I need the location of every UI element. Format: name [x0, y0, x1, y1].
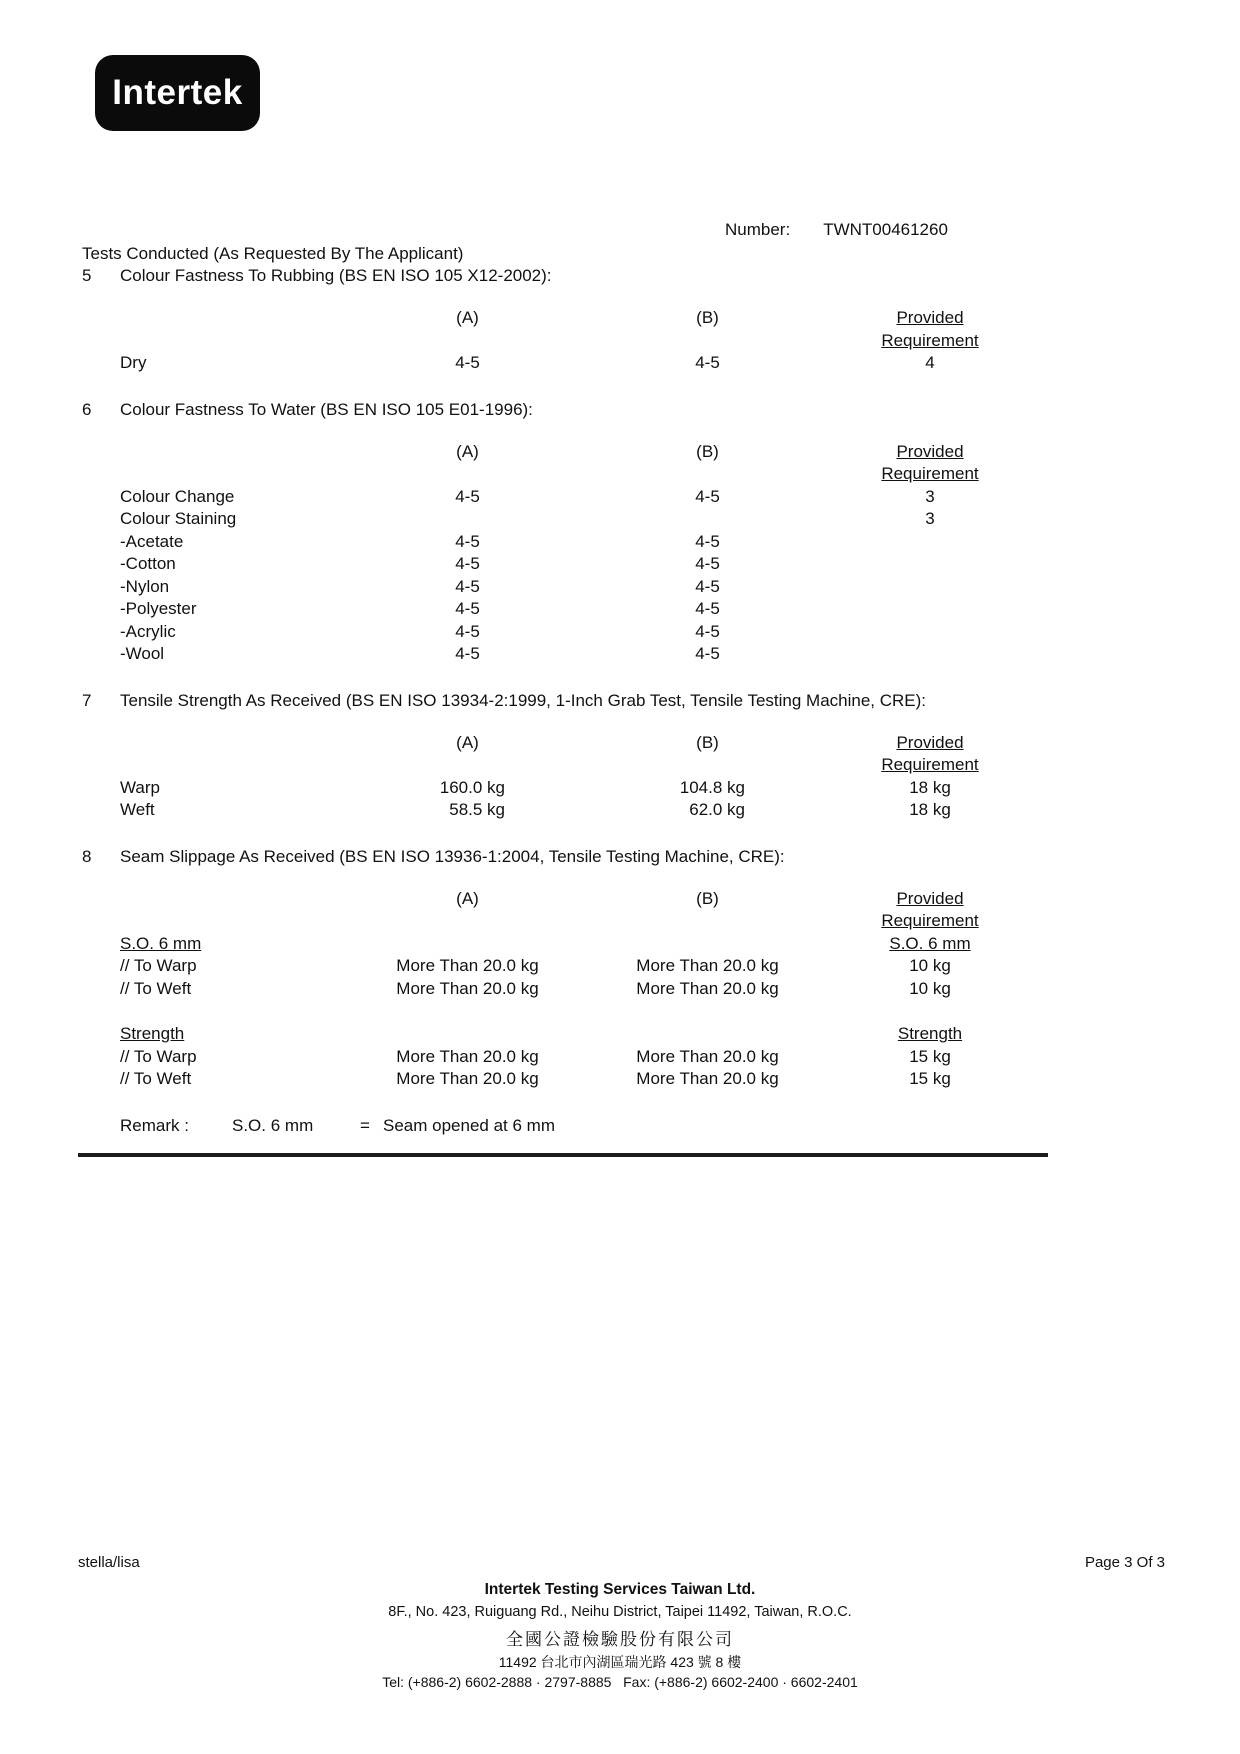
section-title: Colour Fastness To Rubbing (BS EN ISO 105 X12-2002): — [120, 266, 552, 285]
spacer-cell — [630, 754, 785, 777]
group-heading-text: S.O. 6 mm — [120, 933, 202, 953]
number-label: Number: — [725, 220, 791, 239]
value-a: 4-5 — [455, 644, 480, 663]
table-row — [82, 621, 1048, 644]
spacer-cell — [785, 598, 855, 621]
section-8 — [82, 846, 1048, 1091]
report-number-row — [725, 219, 948, 241]
page-number: Page 3 Of 3 — [1084, 1554, 1165, 1571]
col-header-provided: Provided — [896, 888, 964, 908]
spacer-cell — [785, 933, 855, 956]
spacer-cell — [545, 553, 630, 576]
spacer-cell — [785, 1046, 855, 1069]
group-heading — [82, 1023, 390, 1046]
col-header-b: (B) — [696, 888, 719, 908]
value-req — [855, 531, 1005, 554]
spacer-cell — [785, 621, 855, 644]
group-heading — [82, 933, 390, 956]
spacer-cell — [785, 352, 855, 375]
table-header-row — [82, 732, 1048, 755]
spacer-cell — [390, 754, 545, 777]
spacer-cell — [785, 330, 855, 353]
section-number: 7 — [82, 690, 92, 710]
spacer-cell — [545, 1046, 630, 1069]
spacer-cell — [545, 441, 630, 464]
col-header-b: (B) — [696, 732, 719, 752]
value-b: 4-5 — [695, 599, 720, 618]
value-req — [855, 621, 1005, 644]
value-b: 4-5 — [695, 576, 720, 596]
spacer-cell — [545, 508, 630, 531]
section-8-title-row — [82, 846, 1048, 868]
remark-label: Remark : — [120, 1115, 189, 1135]
spacer-cell — [630, 1023, 785, 1046]
spacer-cell — [545, 330, 630, 353]
value-a: 4-5 — [455, 599, 480, 618]
spacer-cell — [785, 508, 855, 531]
value-b: 4-5 — [695, 554, 720, 573]
col-header-b: (B) — [696, 308, 719, 327]
section-7-table — [82, 732, 1048, 822]
spacer-cell — [785, 576, 855, 599]
value-req — [855, 643, 1005, 666]
value-req: 18 kg — [909, 800, 951, 819]
col-header-a: (A) — [456, 441, 479, 461]
section-number: 6 — [82, 399, 92, 419]
remark-row — [82, 1115, 1048, 1137]
spacer-cell — [545, 598, 630, 621]
spacer-cell — [390, 463, 545, 486]
spacer-cell — [545, 531, 630, 554]
row-label: -Acetate — [120, 531, 184, 551]
value-a: More Than 20.0 kg — [396, 1046, 539, 1066]
spacer-cell — [785, 643, 855, 666]
spacer-cell — [545, 1023, 630, 1046]
spacer-cell — [545, 910, 630, 933]
spacer-cell — [785, 777, 855, 800]
spacer-cell — [545, 732, 630, 755]
row-label: // To Weft — [120, 978, 192, 998]
value-b: 4-5 — [695, 353, 720, 372]
spacer-cell — [630, 910, 785, 933]
spacer-cell — [545, 799, 630, 822]
spacer-cell — [545, 576, 630, 599]
table-row — [82, 955, 1048, 978]
value-b: 104.8 kg — [679, 777, 745, 797]
value-req: 4 — [925, 353, 935, 372]
spacer-cell — [785, 486, 855, 509]
spacer-cell — [785, 732, 855, 755]
row-label: -Wool — [120, 644, 165, 663]
col-header-requirement: Requirement — [881, 330, 979, 350]
spacer-cell — [545, 643, 630, 666]
value-b: 4-5 — [695, 486, 720, 506]
value-req — [855, 576, 1005, 599]
table-row — [82, 553, 1048, 576]
spacer-cell — [785, 978, 855, 1001]
tests-conducted-heading: Tests Conducted (As Requested By The Applicant) — [82, 244, 464, 263]
group-heading-row — [82, 1023, 1048, 1046]
row-label: -Acrylic — [120, 621, 176, 641]
row-label: Colour Change — [120, 486, 235, 506]
row-label: Dry — [120, 353, 147, 372]
value-req: 10 kg — [909, 978, 951, 998]
col-header-a: (A) — [456, 732, 479, 752]
value-req: 18 kg — [909, 777, 951, 797]
spacer-cell — [390, 1023, 545, 1046]
value-a: 4-5 — [455, 531, 480, 551]
value-a: 4-5 — [455, 576, 480, 596]
table-row — [82, 799, 1048, 822]
col-header-a: (A) — [456, 308, 479, 327]
value-a: 160.0 kg — [439, 777, 505, 797]
spacer-cell — [390, 330, 545, 353]
spacer-cell — [545, 621, 630, 644]
spacer-cell — [545, 888, 630, 911]
row-label: // To Weft — [120, 1069, 192, 1088]
section-title: Colour Fastness To Water (BS EN ISO 105 E01-1996): — [120, 399, 533, 419]
spacer-cell — [82, 463, 390, 486]
col-header-requirement: Requirement — [881, 464, 979, 483]
section-7-title-row — [82, 690, 1048, 712]
company-name-zh: 全國公證檢驗股份有限公司 — [506, 1630, 734, 1649]
spacer-cell — [82, 888, 390, 911]
spacer-cell — [545, 352, 630, 375]
table-header-row — [82, 754, 1048, 777]
intertek-logo — [95, 55, 260, 131]
spacer-cell — [82, 754, 390, 777]
col-header-provided: Provided — [896, 732, 964, 752]
section-5-title-row — [82, 265, 1048, 287]
author-initials: stella/lisa — [78, 1554, 140, 1571]
spacer-cell — [785, 1068, 855, 1091]
value-b: 4-5 — [695, 531, 720, 551]
value-req: 3 — [925, 486, 935, 506]
table-row — [82, 1046, 1048, 1069]
table-row — [82, 777, 1048, 800]
table-row — [82, 1068, 1048, 1091]
spacer-cell — [390, 933, 545, 956]
value-b: More Than 20.0 kg — [636, 1046, 779, 1066]
spacer-cell — [545, 978, 630, 1001]
section-6 — [82, 399, 1048, 666]
value-a: More Than 20.0 kg — [396, 956, 539, 975]
spacer-cell — [390, 910, 545, 933]
row-label: Warp — [120, 777, 160, 797]
spacer-cell — [785, 955, 855, 978]
col-header-provided: Provided — [896, 308, 964, 327]
value-b: 4-5 — [695, 621, 720, 641]
value-b: More Than 20.0 kg — [636, 956, 779, 975]
value-req — [855, 598, 1005, 621]
value-a: More Than 20.0 kg — [396, 978, 539, 998]
row-label: Colour Staining — [120, 509, 237, 528]
section-7 — [82, 690, 1048, 822]
table-header-row — [82, 463, 1048, 486]
table-header-row — [82, 888, 1048, 911]
value-b — [630, 508, 785, 531]
section-number: 8 — [82, 846, 92, 866]
table-row — [82, 576, 1048, 599]
table-row — [82, 598, 1048, 621]
company-name: Intertek Testing Services Taiwan Ltd. — [484, 1581, 756, 1598]
spacer-cell — [545, 754, 630, 777]
spacer-cell — [545, 933, 630, 956]
value-a: More Than 20.0 kg — [396, 1069, 539, 1088]
company-address-en: 8F., No. 423, Ruiguang Rd., Neihu District, Taipei 11492, Taiwan, R.O.C. — [388, 1604, 852, 1620]
value-req: 15 kg — [909, 1046, 951, 1066]
value-a: 58.5 kg — [449, 800, 505, 819]
section-title: Tensile Strength As Received (BS EN ISO 13934-2:1999, 1-Inch Grab Test, Tensile Testing Machine, CRE): — [120, 690, 927, 710]
value-b: 4-5 — [695, 644, 720, 663]
value-a: 4-5 — [455, 353, 480, 372]
row-label: Weft — [120, 800, 155, 819]
number-value: TWNT00461260 — [823, 220, 948, 239]
spacer-cell — [785, 754, 855, 777]
report-body — [82, 243, 1048, 1157]
col-header-provided: Provided — [896, 441, 964, 461]
spacer-cell — [785, 1023, 855, 1046]
spacer-cell — [545, 463, 630, 486]
table-row — [82, 486, 1048, 509]
spacer-cell — [785, 307, 855, 330]
table-row — [82, 978, 1048, 1001]
table-header-row — [82, 910, 1048, 933]
spacer-cell — [82, 910, 390, 933]
value-a — [390, 508, 545, 531]
table-header-row — [82, 441, 1048, 464]
table-row — [82, 508, 1048, 531]
group-heading-text: Strength — [120, 1024, 185, 1043]
group-req-heading: S.O. 6 mm — [889, 933, 971, 953]
spacer-cell — [785, 531, 855, 554]
value-req — [855, 553, 1005, 576]
row-label: -Cotton — [120, 554, 176, 573]
value-req: 10 kg — [909, 956, 951, 975]
section-6-title-row — [82, 399, 1048, 421]
intertek-logo-text: Intertek — [112, 73, 243, 112]
table-header-row — [82, 307, 1048, 330]
company-address-zh: 11492 台北市內湖區瑞光路 423 號 8 樓 — [498, 1654, 742, 1670]
value-a: 4-5 — [455, 554, 480, 573]
value-req: 15 kg — [909, 1069, 951, 1088]
value-req: 3 — [925, 509, 935, 528]
spacer-cell — [785, 463, 855, 486]
row-label: // To Warp — [120, 1046, 197, 1066]
spacer-cell — [545, 1068, 630, 1091]
spacer-cell — [785, 553, 855, 576]
footer-meta-row — [78, 1553, 1165, 1573]
value-a: 4-5 — [455, 486, 480, 506]
section-6-table — [82, 441, 1048, 666]
value-b: More Than 20.0 kg — [636, 978, 779, 998]
spacer-cell — [630, 463, 785, 486]
value-a: 4-5 — [455, 621, 480, 641]
spacer-cell — [785, 441, 855, 464]
spacer-cell — [82, 307, 390, 330]
spacer-cell — [545, 307, 630, 330]
table-row — [82, 531, 1048, 554]
col-header-b: (B) — [696, 441, 719, 461]
row-label: -Polyester — [120, 599, 197, 618]
col-header-requirement: Requirement — [881, 755, 979, 774]
group-req-heading: Strength — [897, 1024, 963, 1043]
group-heading-row — [82, 933, 1048, 956]
col-header-a: (A) — [456, 888, 479, 908]
table-row — [82, 643, 1048, 666]
spacer-cell — [545, 486, 630, 509]
table-row — [82, 352, 1048, 375]
spacer-cell — [82, 441, 390, 464]
section-title: Seam Slippage As Received (BS EN ISO 13936-1:2004, Tensile Testing Machine, CRE): — [120, 846, 785, 866]
remark-equals: = — [360, 1115, 370, 1135]
value-b: More Than 20.0 kg — [636, 1069, 779, 1088]
spacer-cell — [785, 799, 855, 822]
remark-term: S.O. 6 mm — [232, 1115, 314, 1135]
table-header-row — [82, 330, 1048, 353]
spacer-cell — [545, 955, 630, 978]
double-rule-divider — [78, 1153, 1048, 1157]
spacer-cell — [785, 888, 855, 911]
row-label: // To Warp — [120, 956, 197, 975]
value-b: 62.0 kg — [689, 800, 745, 819]
section-8-table — [82, 888, 1048, 1091]
section-number: 5 — [82, 266, 92, 285]
spacer-cell — [630, 933, 785, 956]
row-label: -Nylon — [120, 576, 170, 596]
section-5-table — [82, 307, 1048, 375]
contact-phone-fax: Tel: (+886-2) 6602-2888 · 2797-8885 Fax: (+886-2) 6602-2400 · 6602-2401 — [382, 1674, 858, 1690]
spacer-cell — [82, 330, 390, 353]
col-header-requirement: Requirement — [881, 911, 979, 930]
spacer-cell — [545, 777, 630, 800]
remark-definition: Seam opened at 6 mm — [383, 1115, 555, 1135]
spacer-cell — [630, 330, 785, 353]
spacer-cell — [785, 910, 855, 933]
spacer-cell — [82, 732, 390, 755]
